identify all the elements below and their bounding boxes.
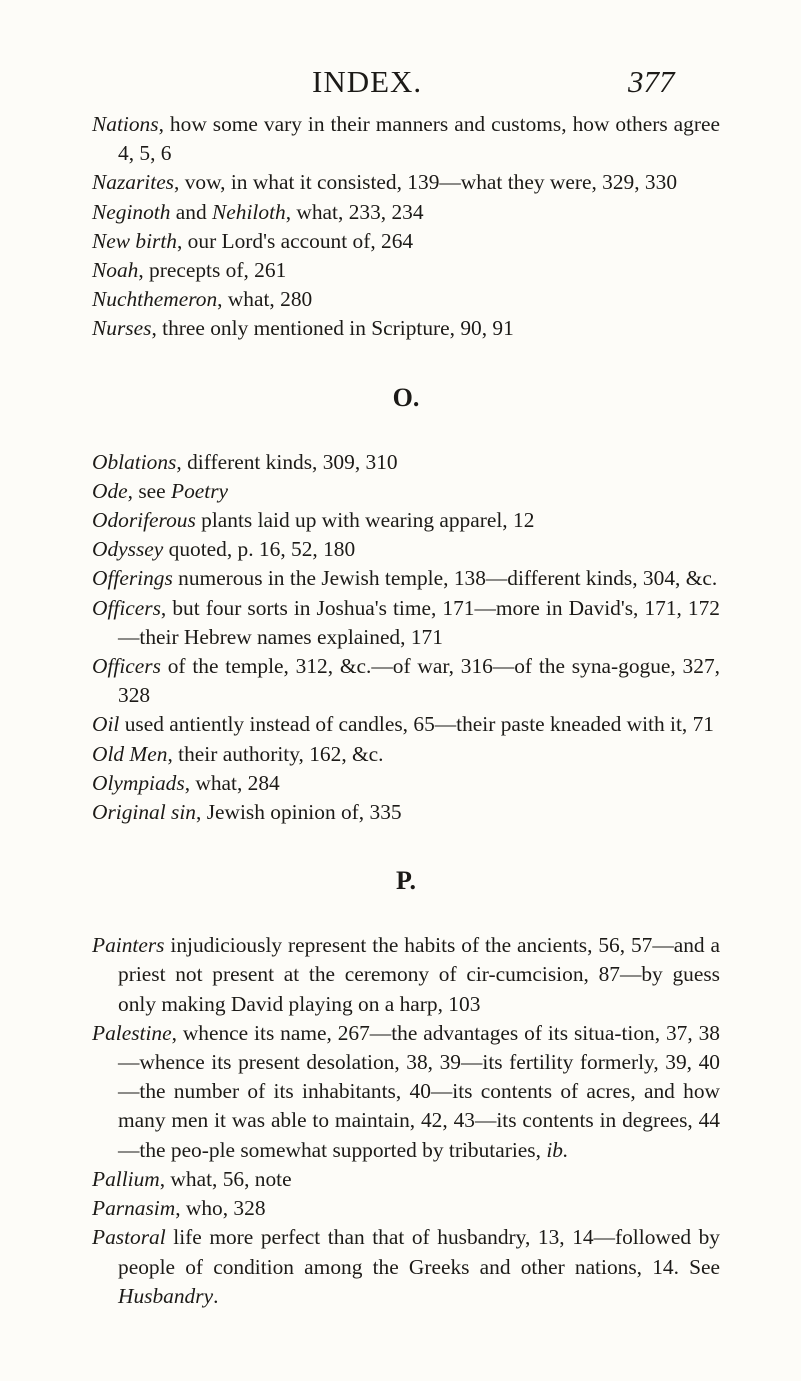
entry-headword: Palestine (92, 1020, 172, 1045)
entry-headword: Nuchthemeron (92, 287, 218, 312)
index-entry (92, 448, 720, 477)
entry-text-end: . (213, 1283, 219, 1308)
entry-text: , what, 284 (184, 770, 280, 795)
entry-text: injudiciously represent the habits of the ancients, 56, 57—and a priest not present at the ceremony of cir-cumcision, 87—by guess only making David playing on a harp, 103 (118, 933, 720, 1016)
entry-cross-reference: Poetry (171, 478, 229, 503)
section-letter: P. (396, 866, 416, 896)
entry-text: life more perfect than that of husbandry, 13, 14—followed by people of condition among the Greeks and other nations, 14. See (118, 1225, 720, 1279)
index-entry (92, 798, 720, 827)
index-entry (92, 740, 720, 769)
index-entry (92, 110, 720, 168)
index-entry (92, 477, 720, 506)
entry-headword: Parnasim (92, 1196, 176, 1221)
index-entry (92, 652, 720, 710)
entry-text: , precepts of, 261 (138, 258, 287, 283)
running-head (0, 64, 801, 104)
index-entry (92, 198, 720, 227)
entry-headword: Officers (92, 654, 161, 679)
entry-text: , whence its name, 267—the advantages of its situa-tion, 37, 38—whence its present desolation, 38, 39—its fertility formerly, 39, 40—the number of its inhabitants, 40—its contents of acres, and how many men it was able to maintain, 42, 43—its contents in degrees, 44—the peo-ple somewhat supported by tributaries, (118, 1020, 720, 1162)
entry-headword: Neginoth (92, 199, 171, 224)
index-entry (92, 227, 720, 256)
entry-headword: New birth (92, 228, 177, 253)
entry-text: , different kinds, 309, 310 (176, 449, 398, 474)
entry-text: of the temple, 312, &c.—of war, 316—of the syna-gogue, 327, 328 (118, 654, 720, 708)
entry-text: , what, 233, 234 (285, 199, 424, 224)
index-entry (92, 168, 720, 197)
entry-text: , vow, in what it consisted, 139—what they were, 329, 330 (174, 170, 678, 195)
entry-headword: Offerings (92, 566, 173, 591)
entry-text: , what, 56, note (159, 1166, 292, 1191)
index-entry (92, 710, 720, 739)
entry-headword: Oil (92, 712, 120, 737)
index-entry (92, 1223, 720, 1311)
entry-conjunction: and (170, 199, 213, 224)
index-entry (92, 506, 720, 535)
index-entry (92, 1165, 720, 1194)
entry-headword: Nazarites (92, 170, 175, 195)
index-entry (92, 1194, 720, 1223)
index-entry (92, 564, 720, 593)
entry-text: , but four sorts in Joshua's time, 171—more in David's, 171, 172—their Hebrew names explained, 171 (118, 595, 720, 649)
index-entry (92, 314, 720, 343)
entry-text: , our Lord's account of, 264 (176, 228, 414, 253)
entry-text: , what, 280 (217, 287, 313, 312)
index-entry (92, 931, 720, 1019)
index-entry (92, 1019, 720, 1165)
entry-text: quoted, p. 16, 52, 180 (163, 537, 356, 562)
entry-headword: Noah (92, 258, 139, 283)
index-entry (92, 769, 720, 798)
running-title: INDEX. (312, 64, 423, 99)
index-entry (92, 594, 720, 652)
index-entry (92, 535, 720, 564)
entry-text: numerous in the Jewish temple, 138—different kinds, 304, &c. (172, 566, 718, 591)
entry-headword: Painters (92, 933, 165, 958)
entry-headword: Old Men (92, 741, 168, 766)
entry-headword: Nations (92, 112, 159, 136)
entry-text: plants laid up with wearing apparel, 12 (195, 508, 535, 533)
entry-headword: Nurses (92, 316, 152, 341)
entry-headword: Pallium (92, 1166, 160, 1191)
entry-headword: Pastoral (92, 1225, 166, 1250)
entry-text: used antiently instead of candles, 65—their paste kneaded with it, 71 (119, 712, 714, 737)
index-body (92, 110, 720, 1311)
entry-headword: Ode (92, 478, 128, 503)
entry-text: , who, 328 (175, 1196, 266, 1221)
entry-text: , their authority, 162, &c. (167, 741, 384, 766)
index-entry (92, 285, 720, 314)
entry-headword: Olympiads (92, 770, 185, 795)
entry-cross-reference: Husbandry (118, 1283, 214, 1308)
entry-headword: Odyssey (92, 537, 164, 562)
entry-text: , how some vary in their manners and customs, how others agree 4, 5, 6 (118, 112, 720, 166)
entry-text: , Jewish opinion of, 335 (196, 800, 402, 825)
entry-cross-reference: ib. (546, 1137, 569, 1162)
entry-text: , see (127, 478, 171, 503)
entry-text: , three only mentioned in Scripture, 90, 91 (151, 316, 514, 341)
entry-headword: Odoriferous (92, 508, 196, 533)
entry-headword: Oblations (92, 449, 177, 474)
page-number: 377 (628, 64, 675, 99)
index-entry (92, 256, 720, 285)
entry-headword: Nehiloth (212, 199, 286, 224)
section-letter: O. (392, 382, 420, 412)
entry-headword: Original sin (92, 800, 196, 825)
entry-headword: Officers (92, 595, 161, 620)
